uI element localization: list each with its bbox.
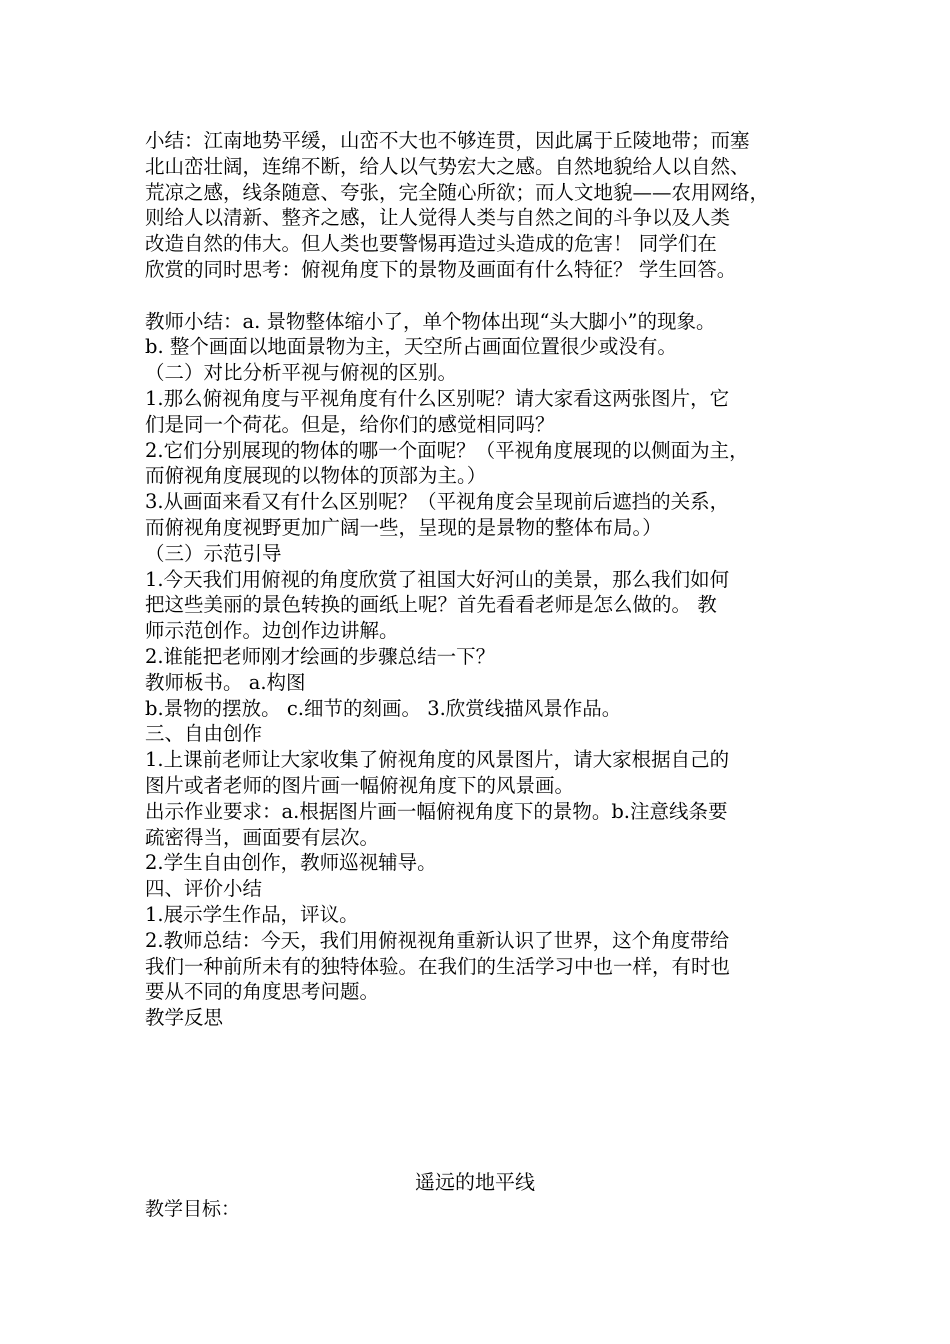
text-line: 小结：江南地势平缓，山峦不大也不够连贯，因此属于丘陵地带；而塞	[145, 129, 750, 152]
text-line: b. 整个画面以地面景物为主，天空所占画面位置很少或没有。	[145, 335, 677, 359]
section-title: 遥远的地平线	[415, 1170, 535, 1194]
text-line: 教学反思	[145, 1006, 224, 1030]
text-line: 1.上课前老师让大家收集了俯视角度的风景图片，请大家根据自己的	[145, 748, 730, 772]
text-line: 1.那么俯视角度与平视角度有什么区别呢？请大家看这两张图片，它	[145, 386, 730, 410]
text-line: 欣赏的同时思考：俯视角度下的景物及画面有什么特征？ 学生回答。	[145, 257, 737, 281]
text-line: 2.学生自由创作，教师巡视辅导。	[145, 851, 437, 875]
text-line: 三、自由创作	[145, 722, 263, 746]
text-line: 改造自然的伟大。但人类也要警惕再造过头造成的危害！ 同学们在	[145, 232, 717, 256]
text-line: 师示范创作。边创作边讲解。	[145, 619, 399, 643]
text-line: 疏密得当，画面要有层次。	[145, 825, 380, 849]
teaching-objectives-heading: 教学目标：	[145, 1198, 241, 1220]
text-line: 2.它们分别展现的物体的哪一个面呢？（平视角度展现的以侧面为主，	[145, 438, 749, 462]
text-line: 我们一种前所未有的独特体验。在我们的生活学习中也一样，有时也	[145, 954, 731, 978]
text-line: 四、评价小结	[145, 877, 263, 901]
text-line: 图片或者老师的图片画一幅俯视角度下的风景画。	[145, 773, 575, 797]
text-line: 1.今天我们用俯视的角度欣赏了祖国大好河山的美景，那么我们如何	[145, 567, 730, 591]
text-line: 2.谁能把老师刚才绘画的步骤总结一下？	[145, 644, 496, 668]
text-line: 2.教师总结：今天，我们用俯视视角重新认识了世界，这个角度带给	[145, 928, 730, 952]
text-line: 教师板书。 a.构图	[145, 670, 306, 694]
text-line: 要从不同的角度思考问题。	[145, 980, 380, 1004]
text-line: b.景物的摆放。 c.细节的刻画。 3.欣赏线描风景作品。	[145, 696, 622, 720]
text-line: 北山峦壮阔，连绵不断，给人以气势宏大之感。自然地貌给人以自然、	[145, 154, 750, 178]
text-line: 出示作业要求：a.根据图片画一幅俯视角度下的景物。b.注意线条要	[145, 799, 728, 823]
text-line: 教师小结：a. 景物整体缩小了，单个物体出现“头大脚小”的现象。	[145, 309, 716, 333]
text-line: （二）对比分析平视与俯视的区别。	[145, 361, 458, 385]
text-line: 把这些美丽的景色转换的画纸上呢？首先看看老师是怎么做的。 教	[145, 593, 717, 617]
text-line: 而俯视角度展现的以物体的顶部为主。）	[145, 464, 487, 488]
document-body	[145, 128, 835, 1031]
text-line: 1.展示学生作品，评议。	[145, 902, 359, 926]
text-line: （三）示范引导	[145, 541, 282, 565]
text-line: 们是同一个荷花。但是，给你们的感觉相同吗？	[145, 412, 555, 436]
text-line: 3.从画面来看又有什么区别呢？（平视角度会呈现前后遮挡的关系，	[145, 490, 730, 514]
blank-line	[145, 283, 835, 309]
text-line: 荒凉之感，线条随意、夸张，完全随心所欲；而人文地貌——农用网络，	[145, 180, 770, 204]
text-line: 而俯视角度视野更加广阔一些，呈现的是景物的整体布局。）	[145, 515, 662, 539]
text-line: 则给人以清新、整齐之感，让人觉得人类与自然之间的斗争以及人类	[145, 206, 731, 230]
